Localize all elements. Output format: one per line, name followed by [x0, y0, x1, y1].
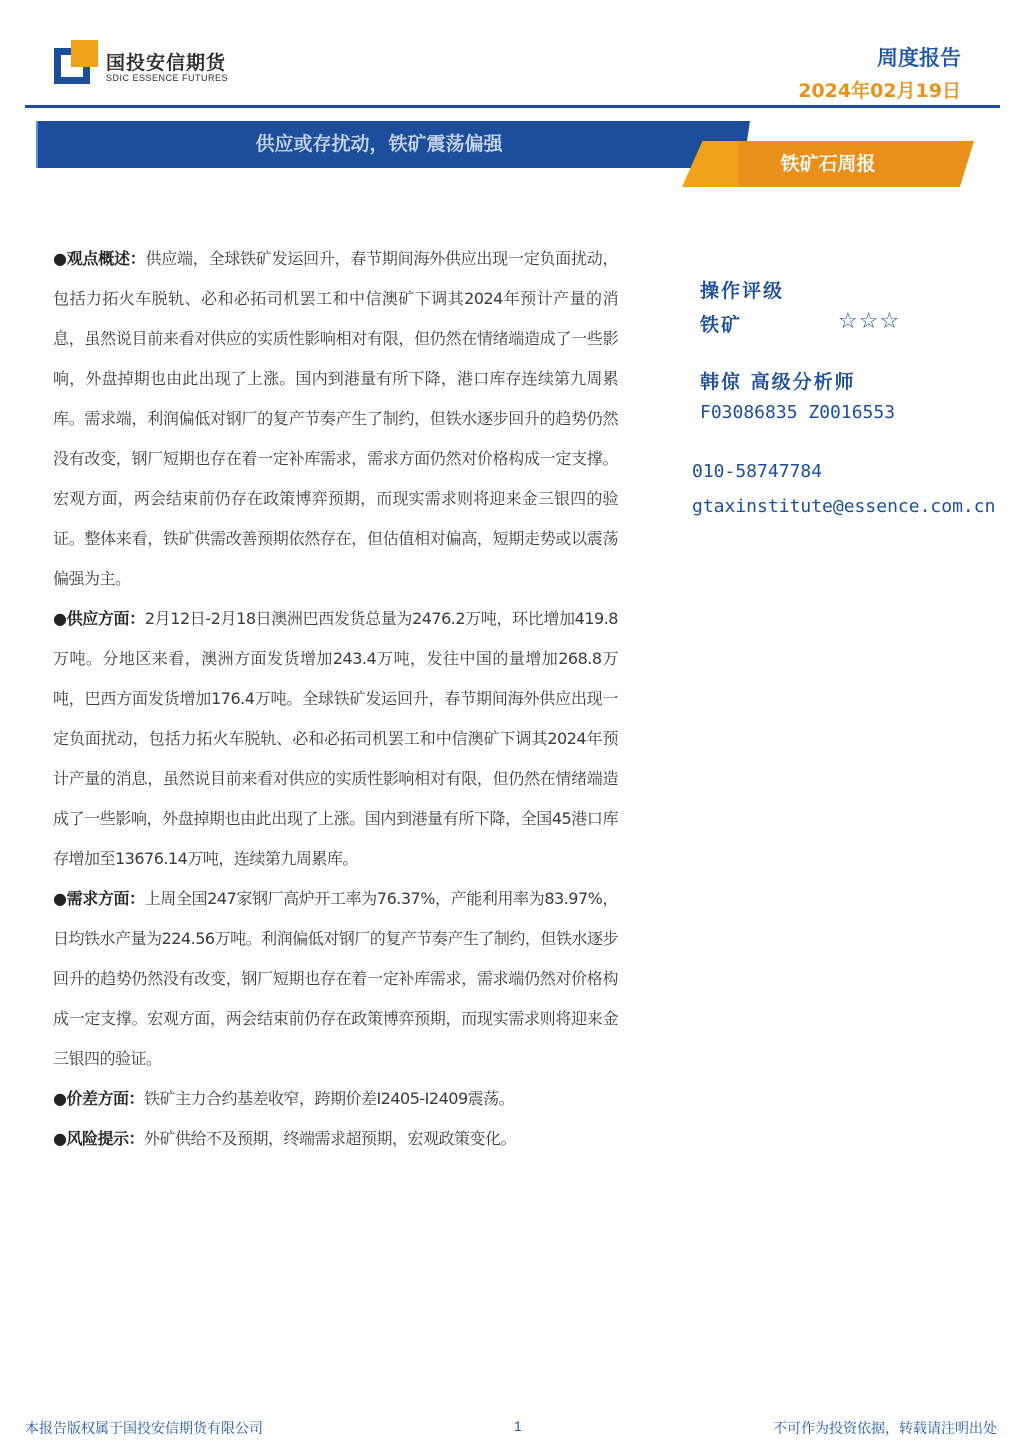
rating-title: 操作评级	[700, 280, 785, 302]
section-overview	[53, 239, 618, 599]
section-spread	[53, 1079, 618, 1119]
section-label: ●风险提示：	[53, 1129, 144, 1148]
section-text: 上周全国247家钢厂高炉开工率为76.37%，产能利用率为83.97%，日均铁水产量为224.56万吨。利润偏低对钢厂的复产节奏产生了制约，但铁水逐步回升的趋势仍然没有改变，钢厂短期也存在着一定补库需求，需求端仍然对价格构成一定支撑。宏观方面，两会结束前仍存在政策博弈预期，而现实需求则将迎来金三银四的验证。	[53, 889, 618, 1068]
section-label: ●需求方面：	[53, 889, 145, 908]
section-risk	[53, 1119, 618, 1159]
footer-disclaimer: 不可作为投资依据，转载请注明出处	[773, 1421, 997, 1437]
section-label: ●观点概述：	[53, 249, 146, 268]
report-title: 供应或存扰动，铁矿震荡偏强	[255, 133, 503, 155]
logo-mark-icon	[54, 40, 98, 84]
logo-name-cn: 国投安信期货	[106, 52, 227, 74]
page-number: 1	[514, 1418, 522, 1434]
report-type: 周度报告	[877, 46, 961, 70]
report-date: 2024年02月19日	[798, 80, 961, 102]
section-text: 铁矿主力合约基差收窄，跨期价差I2405-I2409震荡。	[143, 1089, 515, 1108]
logo-name-en: SDIC ESSENCE FUTURES	[106, 73, 229, 83]
section-supply	[53, 599, 618, 879]
report-body	[53, 239, 618, 1159]
section-label: ●价差方面：	[53, 1089, 144, 1108]
company-logo	[54, 40, 254, 90]
section-text: 供应端，全球铁矿发运回升，春节期间海外供应出现一定负面扰动，包括力拓火车脱轨、必和必拓司机罢工和中信澳矿下调其2024年预计产量的消息，虽然说目前来看对供应的实质性影响相对有限，但仍然在情绪端造成了一些影响，外盘掉期也由此出现了上涨。国内到港量有所下降，港口库存连续第九周累库。需求端，利润偏低对钢厂的复产节奏产生了制约，但铁水逐步回升的趋势仍然没有改变，钢厂短期也存在着一定补库需求，需求方面仍然对价格构成一定支撑。宏观方面，两会结束前仍存在政策博弈预期，而现实需求则将迎来金三银四的验证。整体来看，铁矿供需改善预期依然存在，但估值相对偏高，短期走势或以震荡偏强为主。	[53, 249, 618, 588]
report-category: 铁矿石周报	[780, 153, 876, 175]
analyst-license-ids: F03086835 Z0016553	[700, 402, 896, 423]
section-text: 外矿供给不及预期，终端需求超预期，宏观政策变化。	[143, 1129, 516, 1148]
section-label: ●供应方面：	[53, 609, 145, 628]
rating-item: 铁矿	[700, 314, 743, 336]
section-demand	[53, 879, 618, 1079]
section-text: 2月12日-2月18日澳洲巴西发货总量为2476.2万吨，环比增加419.8万吨。分地区来看，澳洲方面发货增加243.4万吨，发往中国的量增加268.8万吨，巴西方面发货增加176.4万吨。全球铁矿发运回升，春节期间海外供应出现一定负面扰动，包括力拓火车脱轨、必和必拓司机罢工和中信澳矿下调其2024年预计产量的消息，虽然说目前来看对供应的实质性影响相对有限，但仍然在情绪端造成了一些影响，外盘掉期也由此出现了上涨。国内到港量有所下降，全国45港口库存增加至13676.14万吨，连续第九周累库。	[53, 609, 618, 868]
analyst-name: 韩倞 高级分析师	[700, 371, 856, 393]
rating-stars-icon: ☆☆☆	[838, 308, 901, 333]
footer-copyright: 本报告版权属于国投安信期货有限公司	[25, 1421, 263, 1437]
contact-email[interactable]: gtaxinstitute@essence.com.cn	[692, 496, 996, 517]
contact-phone: 010-58747784	[692, 461, 823, 482]
header-divider	[25, 105, 1000, 108]
